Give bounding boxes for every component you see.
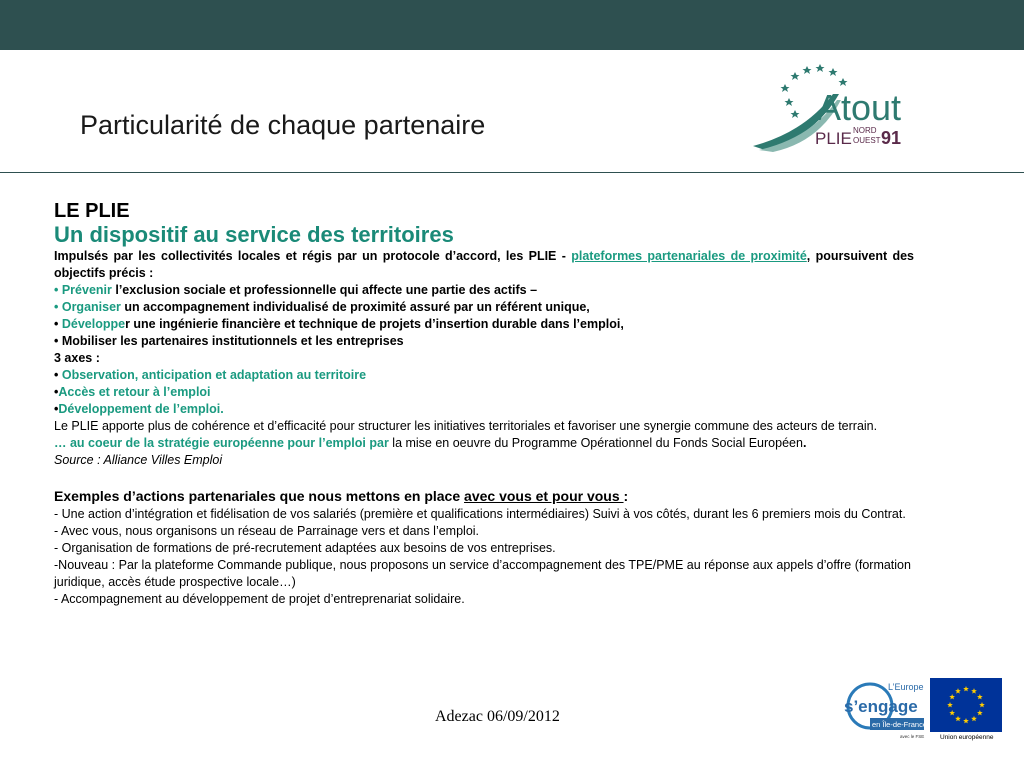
top-banner — [0, 0, 1024, 50]
eu-star-icon — [949, 710, 955, 715]
partnership-link[interactable]: plateformes partenariales de proximité — [571, 249, 807, 263]
eu-star-icon — [955, 716, 961, 721]
axe-developpement: •Développement de l’emploi. — [54, 402, 224, 416]
coherence-paragraph: Le PLIE apporte plus de cohérence et d’efficacité pour structurer les initiatives territoriales et favoriser une synergie commune des acteurs de terrain. — [54, 419, 878, 433]
main-content — [54, 200, 914, 608]
objective-prevenir: • Prévenir l’exclusion sociale et professionnelle qui affecte une partie des actifs – — [54, 283, 538, 297]
eu-star-icon — [949, 694, 955, 699]
page-title: Particularité de chaque partenaire — [80, 110, 486, 140]
logo-number: 91 — [881, 128, 902, 148]
source-line: Source : Alliance Villes Emploi — [54, 453, 223, 467]
objective-developper: • Développer une ingénierie financière et technique de projets d’insertion durable dans l’emploi, — [54, 317, 624, 331]
title-divider — [0, 172, 1024, 173]
eu-star-icon — [977, 710, 983, 715]
europe-engage-logo — [840, 676, 926, 742]
logo-name: Atout — [817, 87, 902, 128]
axe-observation: • Observation, anticipation et adaptation au territoire — [54, 368, 367, 382]
eu-label: Union européenne — [940, 734, 994, 741]
axes-title: 3 axes : — [54, 351, 100, 365]
strategy-paragraph: … au coeur de la stratégie européenne pour l’emploi par la mise en oeuvre du Programme Opérationnel du Fonds Social Européen. — [54, 436, 807, 450]
section-heading: LE PLIE — [54, 200, 130, 222]
section-subheading: Un dispositif au service des territoires — [54, 222, 454, 247]
footer-date: Adezac 06/09/2012 — [435, 708, 560, 725]
eu-star-icon — [971, 688, 977, 693]
atout-plie-logo — [745, 54, 915, 154]
svg-text:en Île-de-France: en Île-de-France — [872, 720, 926, 729]
eu-star-icon — [963, 686, 969, 691]
eu-star-icon — [955, 688, 961, 693]
svg-text:avec le FSE: avec le FSE — [900, 734, 925, 739]
examples-title: Exemples d’actions partenariales que nous mettons en place avec vous et pour vous : — [54, 488, 629, 504]
eu-star-icon — [979, 702, 985, 707]
intro-paragraph: Impulsés par les collectivités locales et régis par un protocole d’accord, les PLIE - plateformes partenariales de proximité, poursuivent des objectifs précis : — [54, 249, 914, 280]
svg-text:L’Europe: L’Europe — [888, 682, 924, 692]
example-item: - Une action d’intégration et fidélisation de vos salariés (première et qualifications intermédiaires) Suivi à vos côtés, durant les 6 premiers mois du Contrat. — [54, 507, 906, 521]
example-item: - Organisation de formations de pré-recrutement adaptées aux besoins de vos entreprises. — [54, 541, 556, 555]
logo-ouest: OUEST — [853, 136, 881, 145]
svg-text:s’engage: s’engage — [844, 697, 918, 716]
eu-star-icon — [963, 718, 969, 723]
objective-organiser: • Organiser un accompagnement individualisé de proximité assuré par un référent unique, — [54, 300, 590, 314]
example-item: -Nouveau : Par la plateforme Commande publique, nous proposons un service d’accompagnement des TPE/PME au réponse aux appels d’offre (formation juridique, accès étude prospective locale…) — [54, 558, 911, 589]
example-item: - Accompagnement au développement de projet d’entreprenariat solidaire. — [54, 592, 465, 606]
eu-star-icon — [947, 702, 953, 707]
axe-acces: •Accès et retour à l’emploi — [54, 385, 211, 399]
logo-nord: NORD — [853, 126, 877, 135]
logo-sub: PLIE — [815, 129, 852, 148]
objective-mobiliser: • Mobiliser les partenaires institutionnels et les entreprises — [54, 334, 404, 348]
eu-flag-icon — [930, 678, 1002, 732]
eu-star-icon — [977, 694, 983, 699]
example-item: - Avec vous, nous organisons un réseau de Parrainage vers et dans l’emploi. — [54, 524, 480, 538]
eu-star-icon — [971, 716, 977, 721]
